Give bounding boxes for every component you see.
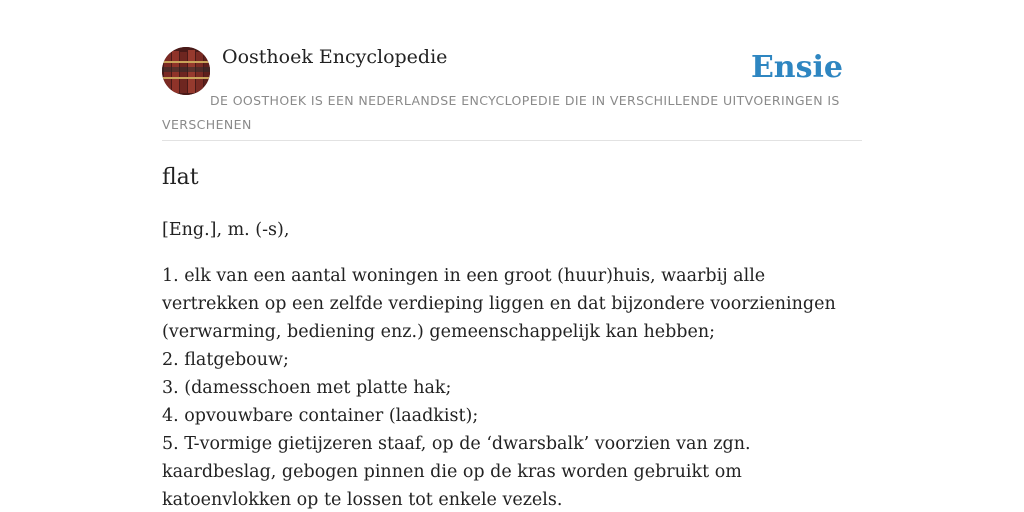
definition-item: 5. T-vormige gietijzeren staaf, op de ‘dwarsbalk’ voorzien van zgn. kaardbeslag, gebogen pinnen die op de kras worden gebruikt om katoenvlokken op te lossen tot enkele vezels.: [162, 434, 751, 510]
definition-item: 1. elk van een aantal woningen in een groot (huur)huis, waarbij alle vertrekken op een zelfde verdieping liggen en dat bijzondere voorzieningen (verwarming, bediening enz.) gemeenschappelijk kan hebben;: [162, 266, 836, 342]
entry-content: [162, 160, 862, 512]
definition-item: 4. opvouwbare container (laadkist);: [162, 406, 479, 426]
brand-logo-link[interactable]: Ensie: [750, 50, 843, 85]
definition-list: [162, 262, 862, 512]
entry-grammar: [Eng.], m. (-s),: [162, 220, 290, 240]
site-title[interactable]: Oosthoek Encyclopedie: [222, 46, 448, 68]
site-avatar[interactable]: [162, 47, 210, 95]
definition-item: 3. (damesschoen met platte hak;: [162, 378, 452, 398]
definition-item: 2. flatgebouw;: [162, 350, 289, 370]
book-spines-icon: [162, 47, 210, 95]
site-tagline: DE OOSTHOEK IS EEN NEDERLANDSE ENCYCLOPEDIE DIE IN VERSCHILLENDE UITVOERINGEN IS VERSCHENEN: [162, 93, 840, 132]
entry-title: flat: [162, 165, 199, 190]
site-header: [162, 44, 862, 141]
